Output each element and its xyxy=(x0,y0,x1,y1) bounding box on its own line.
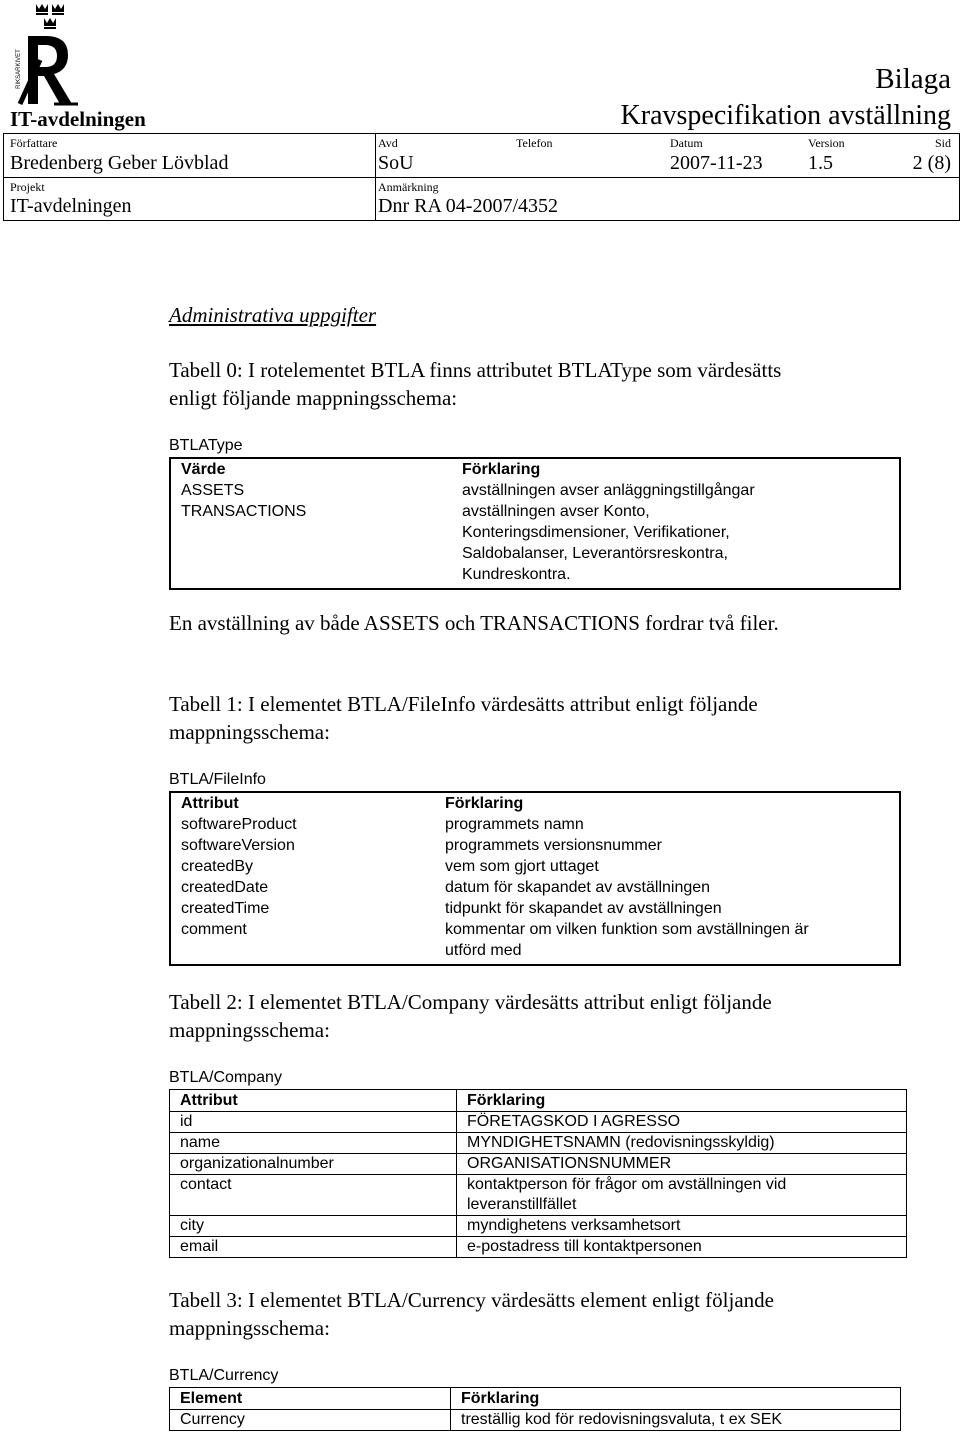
table-cell: myndighetens verksamhetsort xyxy=(457,1216,907,1237)
avd-label: Avd xyxy=(378,136,398,150)
table-cell: programmets versionsnummer xyxy=(445,837,662,854)
table-cell: organizationalnumber xyxy=(170,1154,457,1175)
table2-intro: Tabell 2: I elementet BTLA/Company värdesätts attribut enligt följande mappningsschema: xyxy=(169,990,772,1042)
remark-label: Anmärkning xyxy=(378,180,439,194)
table-cell: tidpunkt för skapandet av avställningen xyxy=(445,900,722,917)
author-label: Författare xyxy=(10,136,58,150)
document-title: Kravspecifikation avställning xyxy=(620,100,951,131)
project-label: Projekt xyxy=(10,180,45,194)
table3-caption: BTLA/Currency xyxy=(169,1367,279,1384)
column-header: Förklaring xyxy=(457,1090,907,1112)
column-header: Förklaring xyxy=(445,795,524,812)
remark-value: Dnr RA 04-2007/4352 xyxy=(378,195,558,217)
table-row xyxy=(170,898,900,919)
table0-note: En avställning av både ASSETS och TRANSACTIONS fordrar två filer. xyxy=(169,611,779,635)
table1-caption: BTLA/FileInfo xyxy=(169,771,266,788)
document-type: Bilaga xyxy=(875,63,951,95)
author-value: Bredenberg Geber Lövblad xyxy=(10,152,229,174)
table-row xyxy=(170,835,900,856)
version-value: 1.5 xyxy=(808,152,833,174)
logo-vertical-text: RIKSARKIVET xyxy=(16,49,22,89)
header-divider xyxy=(375,133,376,220)
department-name: IT-avdelningen xyxy=(10,107,146,131)
table-row xyxy=(170,480,900,501)
table-row xyxy=(170,1154,907,1175)
table-header-row xyxy=(170,1388,901,1410)
table-row xyxy=(170,1175,907,1216)
table-cell: avställningen avser anläggningstillgångar xyxy=(462,482,755,499)
table-cell: kontaktperson för frågor om avställningen vid leveranstillfället xyxy=(457,1175,907,1216)
table-cell: email xyxy=(170,1237,457,1258)
table-cell: name xyxy=(170,1133,457,1154)
table-row xyxy=(170,814,900,835)
currency-table xyxy=(169,1387,901,1431)
table0-caption: BTLAType xyxy=(169,437,243,454)
table-cell: kommentar om vilken funktion som avställningen är utförd med xyxy=(445,921,809,959)
column-header: Element xyxy=(170,1388,451,1410)
version-label: Version xyxy=(808,136,845,150)
crown-icon xyxy=(44,18,56,29)
crown-icon xyxy=(36,4,48,15)
column-header: Attribut xyxy=(170,1090,457,1112)
table-row xyxy=(170,1216,907,1237)
date-label: Datum xyxy=(670,136,703,150)
table2-caption: BTLA/Company xyxy=(169,1069,282,1086)
table-row xyxy=(170,1410,901,1431)
table-row xyxy=(170,501,900,589)
crown-icon xyxy=(52,4,64,15)
fileinfo-table xyxy=(169,791,901,966)
table3-intro: Tabell 3: I elementet BTLA/Currency värdesätts element enligt följande mappningsschema: xyxy=(169,1288,774,1340)
page-label: Sid xyxy=(934,136,951,150)
table-cell: ORGANISATIONSNUMMER xyxy=(457,1154,907,1175)
table-row xyxy=(170,1133,907,1154)
table-cell: contact xyxy=(170,1175,457,1216)
table-header-row xyxy=(170,1090,907,1112)
table-cell: treställig kod för redovisningsvaluta, t ex SEK xyxy=(451,1410,901,1431)
table-cell: TRANSACTIONS xyxy=(181,503,307,520)
table-row xyxy=(170,1112,907,1133)
table-cell: MYNDIGHETSNAMN (redovisningsskyldig) xyxy=(457,1133,907,1154)
btlatype-table xyxy=(169,457,901,590)
table-cell: vem som gjort uttaget xyxy=(445,858,599,875)
table-cell: avställningen avser Konto, Konteringsdimensioner, Verifikationer, Saldobalanser, Leverantörsreskontra, Kundreskontra. xyxy=(462,503,730,583)
table-cell: programmets namn xyxy=(445,816,584,833)
table-header-row xyxy=(170,458,900,480)
avd-value: SoU xyxy=(378,152,414,174)
table-row xyxy=(170,1237,907,1258)
column-header: Attribut xyxy=(181,795,239,812)
table-cell: comment xyxy=(181,921,247,938)
table1-intro: Tabell 1: I elementet BTLA/FileInfo värdesätts attribut enligt följande mappningsschema: xyxy=(169,692,758,744)
table0-intro: Tabell 0: I rotelementet BTLA finns attributet BTLAType som värdesätts enligt följande mappningsschema: xyxy=(169,358,782,410)
table-cell: createdTime xyxy=(181,900,270,917)
table-cell: Currency xyxy=(170,1410,451,1431)
table-cell: datum för skapandet av avställningen xyxy=(445,879,711,896)
table-row xyxy=(170,877,900,898)
page-value: 2 (8) xyxy=(912,152,951,174)
table-cell: ASSETS xyxy=(181,482,245,499)
date-value: 2007-11-23 xyxy=(670,152,763,174)
column-header: Värde xyxy=(181,461,226,478)
table-cell: softwareVersion xyxy=(181,837,295,854)
table-row xyxy=(170,919,900,965)
table-cell: createdDate xyxy=(181,879,269,896)
table-cell: e-postadress till kontaktpersonen xyxy=(457,1237,907,1258)
table-row xyxy=(170,856,900,877)
project-value: IT-avdelningen xyxy=(10,195,132,217)
company-table xyxy=(169,1089,907,1258)
phone-label: Telefon xyxy=(516,136,553,150)
table-cell: city xyxy=(170,1216,457,1237)
column-header: Förklaring xyxy=(451,1388,901,1410)
table-cell: createdBy xyxy=(181,858,254,875)
table-cell: softwareProduct xyxy=(181,816,297,833)
table-header-row xyxy=(170,792,900,814)
table-cell: id xyxy=(170,1112,457,1133)
section-heading: Administrativa uppgifter xyxy=(169,303,377,327)
column-header: Förklaring xyxy=(462,461,541,478)
table-cell: FÖRETAGSKOD I AGRESSO xyxy=(457,1112,907,1133)
